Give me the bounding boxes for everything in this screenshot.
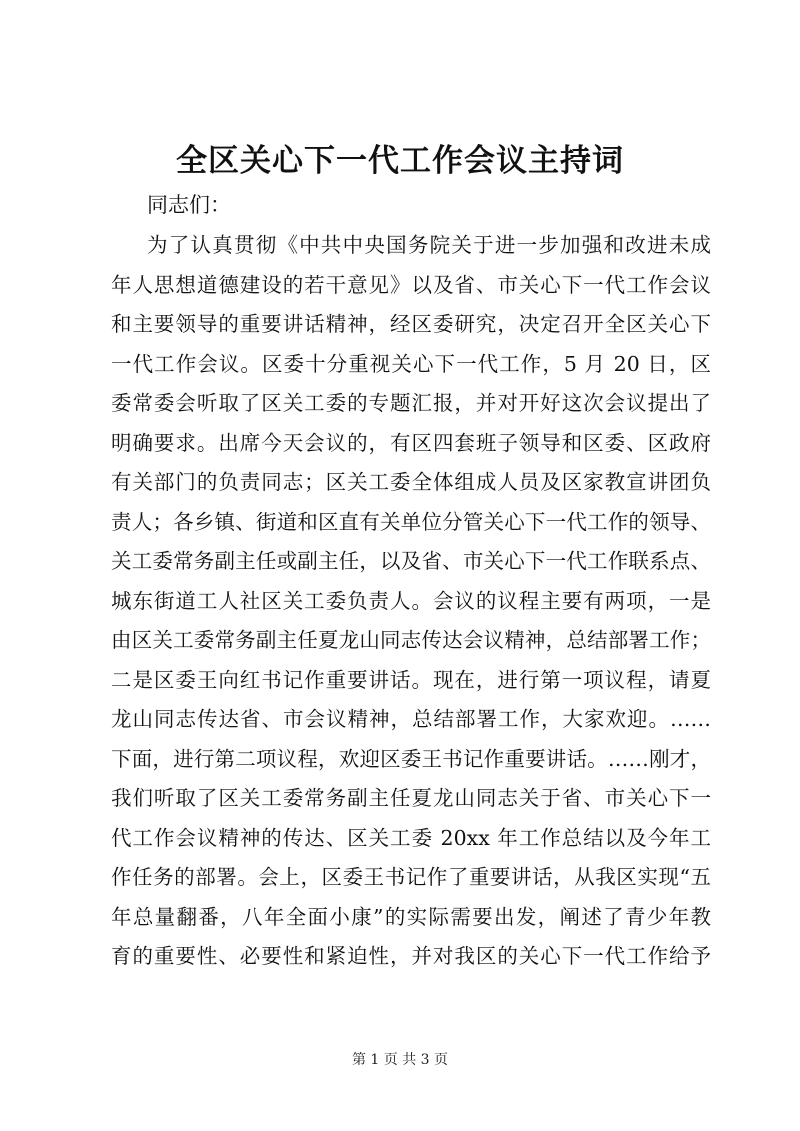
text-line: 年人思想道德建设的若干意见》以及省、市关心下一代工作会议 bbox=[111, 272, 711, 297]
text-line: 年总量翻番，八年全面小康”的实际需要出发，阐述了青少年教 bbox=[111, 904, 711, 929]
text-line: 育的重要性、必要性和紧迫性，并对我区的关心下一代工作给予 bbox=[111, 944, 711, 968]
document-title: 全区关心下一代工作会议主持词 bbox=[176, 143, 624, 179]
text-line: 城东街道工人社区关工委负责人。会议的议程主要有两项，一是 bbox=[111, 588, 711, 613]
page-footer: 第 1 页 共 3 页 bbox=[351, 1052, 449, 1068]
text-line: 二是区委王向红书记作重要讲话。现在，进行第一项议程，请夏 bbox=[111, 667, 711, 692]
text-line: 作任务的部署。会上，区委王书记作了重要讲话，从我区实现“五 bbox=[111, 865, 711, 889]
text-line: 责人；各乡镇、街道和区直有关单位分管关心下一代工作的领导、 bbox=[111, 509, 711, 534]
text-line: 我们听取了区关工委常务副主任夏龙山同志关于省、市关心下一 bbox=[111, 786, 711, 810]
text-line: 龙山同志传达省、市会议精神，总结部署工作，大家欢迎。…… bbox=[111, 707, 711, 731]
text-line: 下面，进行第二项议程，欢迎区委王书记作重要讲话。……刚才， bbox=[111, 746, 711, 771]
text-line: 委常委会听取了区关工委的专题汇报，并对开好这次会议提出了 bbox=[111, 391, 711, 415]
text-line: 和主要领导的重要讲话精神，经区委研究，决定召开全区关心下 bbox=[111, 312, 711, 336]
text-line: 为了认真贯彻《中共中央国务院关于进一步加强和改进未成 bbox=[147, 233, 711, 257]
text-line: 代工作会议精神的传达、区关工委 20xx 年工作总结以及今年工 bbox=[111, 825, 711, 850]
text-line: 一代工作会议。区委十分重视关心下一代工作，5 月 20 日，区 bbox=[111, 351, 711, 376]
text-line: 明确要求。出席今天会议的，有区四套班子领导和区委、区政府 bbox=[111, 430, 711, 455]
text-line: 由区关工委常务副主任夏龙山同志传达会议精神，总结部署工作； bbox=[111, 628, 711, 652]
body-paragraph bbox=[111, 226, 711, 977]
text-line: 有关部门的负责同志；区关工委全体组成人员及区家教宣讲团负 bbox=[111, 470, 711, 494]
text-line: 关工委常务副主任或副主任，以及省、市关心下一代工作联系点、 bbox=[111, 549, 711, 573]
salutation: 同志们： bbox=[147, 193, 231, 217]
